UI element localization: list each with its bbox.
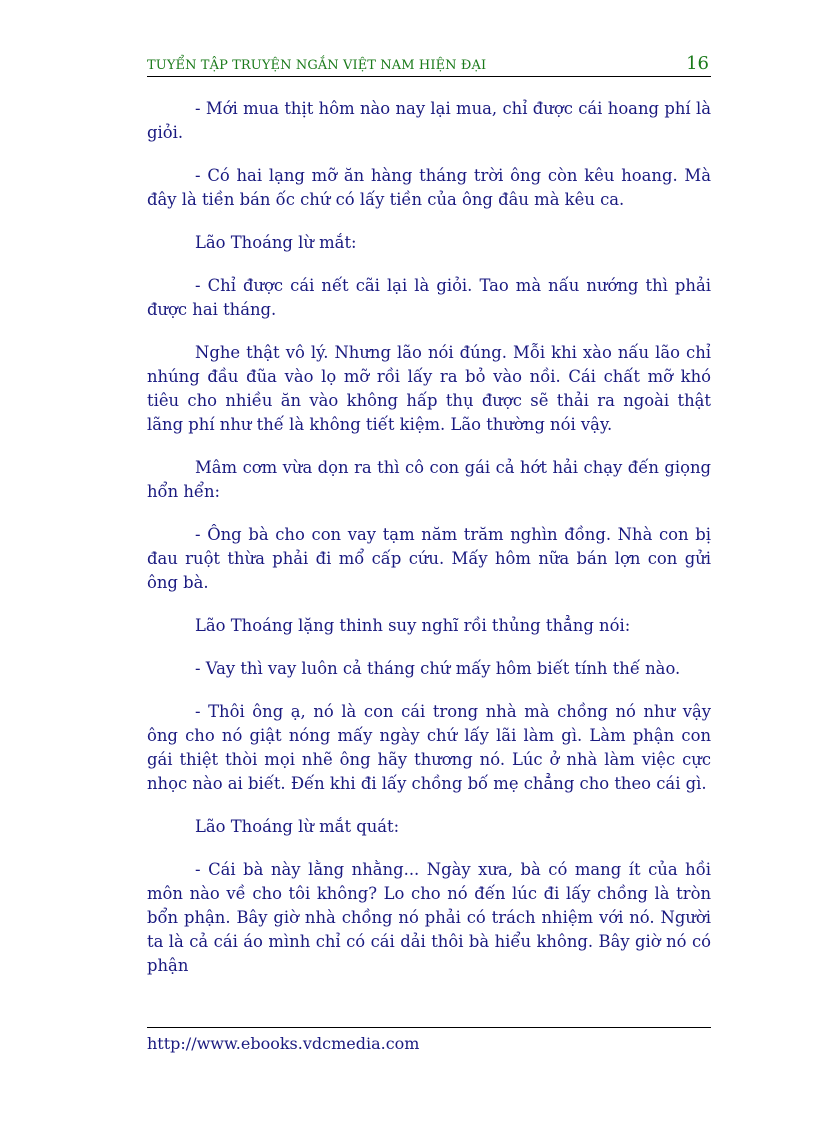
paragraph: - Ông bà cho con vay tạm năm trăm nghìn đồng. Nhà con bị đau ruột thừa phải đi mổ cấp cứu. Mấy hôm nữa bán lợn con gửi ông bà.: [147, 525, 711, 592]
book-title: TUYỂN TẬP TRUYỆN NGẮN VIỆT NAM HIỆN ĐẠI: [147, 58, 487, 73]
paragraph: - Có hai lạng mỡ ăn hàng tháng trời ông còn kêu hoang. Mà đây là tiền bán ốc chứ có lấy tiền của ông đâu mà kêu ca.: [147, 166, 711, 209]
paragraph: Mâm cơm vừa dọn ra thì cô con gái cả hớt hải chạy đến giọng hổn hển:: [147, 458, 711, 501]
paragraph: - Thôi ông ạ, nó là con cái trong nhà mà chồng nó như vậy ông cho nó giật nóng mấy ngày chứ lấy lãi làm gì. Làm phận con gái thiệt thòi mọi nhẽ ông hãy thương nó. Lúc ở nhà làm việc cực nhọc nào ai biết. Đến khi đi lấy chồng bố mẹ chẳng cho theo cái gì.: [147, 702, 711, 793]
paragraph: - Cái bà này lằng nhằng... Ngày xưa, bà có mang ít của hồi môn nào về cho tôi không? Lo cho nó đến lúc đi lấy chồng là tròn bổn phận. Bây giờ nhà chồng nó phải có trách nhiệm với nó. Người ta là cả cái áo mình chỉ có cái dải thôi bà hiểu không. Bây giờ nó có phận: [147, 860, 711, 975]
footer-divider: [147, 1027, 711, 1028]
paragraph: - Mới mua thịt hôm nào nay lại mua, chỉ được cái hoang phí là giỏi.: [147, 99, 711, 142]
paragraph: - Vay thì vay luôn cả tháng chứ mấy hôm biết tính thế nào.: [195, 659, 681, 678]
page-header: [147, 52, 711, 77]
paragraph: Lão Thoáng lặng thinh suy nghĩ rồi thủng thẳng nói:: [195, 616, 631, 635]
story-body: [147, 97, 711, 997]
page-number: 16: [686, 53, 709, 74]
paragraph: - Chỉ được cái nết cãi lại là giỏi. Tao mà nấu nướng thì phải được hai tháng.: [147, 276, 711, 319]
paragraph: Lão Thoáng lừ mắt:: [195, 233, 357, 252]
paragraph: Nghe thật vô lý. Nhưng lão nói đúng. Mỗi khi xào nấu lão chỉ nhúng đầu đũa vào lọ mỡ rồi lấy ra bỏ vào nồi. Cái chất mỡ khó tiêu cho nhiều ăn vào không hấp thụ được sẽ thải ra ngoài thật lãng phí như thế là không tiết kiệm. Lão thường nói vậy.: [147, 343, 711, 434]
paragraph: Lão Thoáng lừ mắt quát:: [195, 817, 400, 836]
footer-url-link[interactable]: http://www.ebooks.vdcmedia.com: [147, 1034, 420, 1053]
